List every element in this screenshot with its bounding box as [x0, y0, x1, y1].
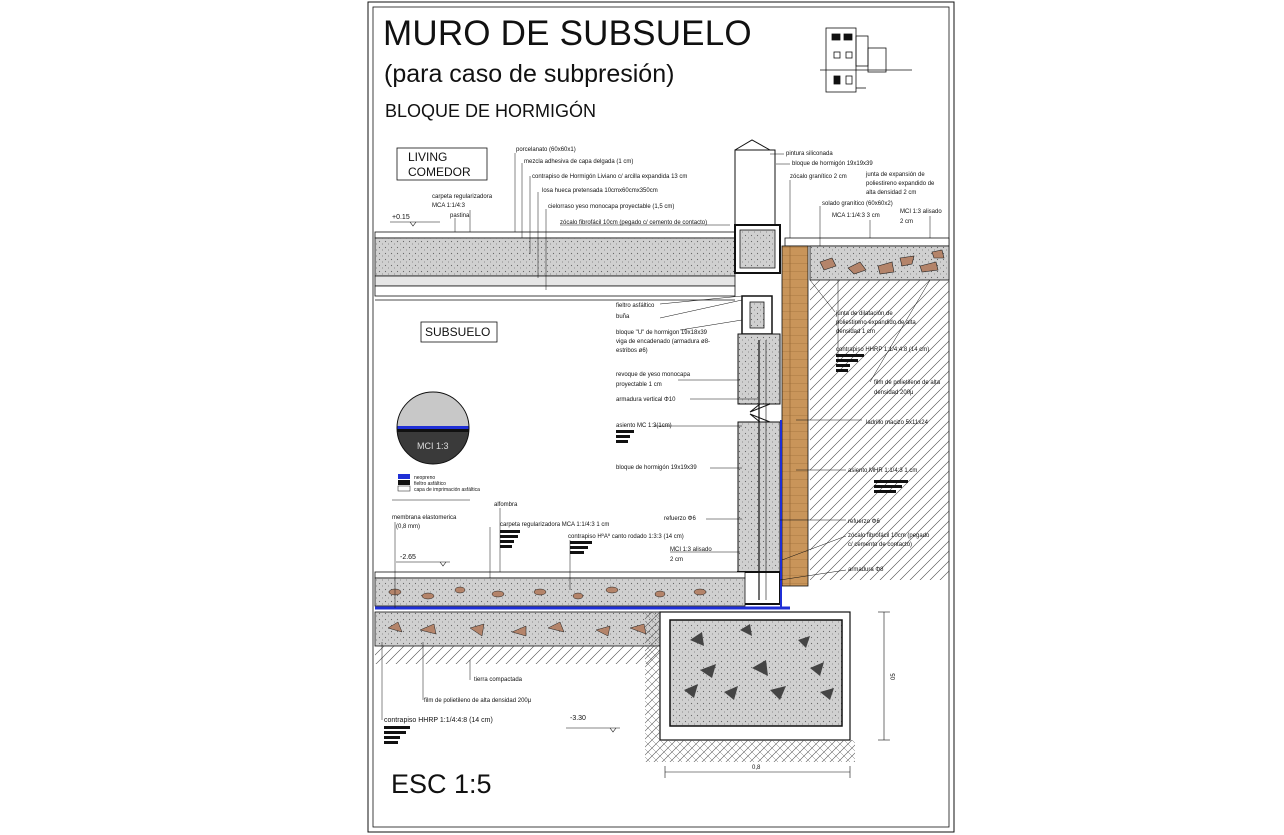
- label-pintura: pintura siliconada: [786, 151, 833, 157]
- label-mca-ext: MCA 1:1/4:3 3 cm: [832, 213, 880, 219]
- label-zocalo: zócalo fibrofácil 10cm (pegado c/ cemento de contacto): [560, 220, 708, 226]
- label-zocalo-fib2: c/ cemento de contacto): [848, 542, 913, 548]
- label-porcelanato: porcelanato (60x60x1): [516, 147, 576, 153]
- label-film-ext: film de polietileno de alta: [874, 380, 941, 386]
- label-tierra: tierra compactada: [474, 677, 523, 683]
- drawing-title: MURO DE SUBSUELO: [383, 14, 752, 53]
- label-refuerzo-right: refuerzo Φ6: [848, 519, 880, 525]
- level-footing: -3.30: [570, 715, 586, 722]
- label-ladrillo: ladrillo macizo 5x11x24: [866, 420, 928, 426]
- label-solado: solado granítico (60x60x2): [822, 201, 893, 207]
- label-junta-exp2: poliestireno expandido de: [866, 181, 935, 187]
- label-fieltro: fieltro asfáltico: [616, 303, 655, 309]
- level-basement: -2.65: [400, 554, 416, 561]
- footing: [645, 612, 855, 762]
- label-contrapiso-liviano: contrapiso de Hormigón Liviano c/ arcilla expandida 13 cm: [532, 174, 688, 180]
- label-contrapiso-hhrp: contrapiso HHRP 1:1/4:4:8 (14 cm): [384, 717, 493, 724]
- label-carpeta: carpeta regularizadora: [432, 194, 493, 200]
- label-zocalo-fib: zócalo fibrofácil 10cm (pegado: [848, 533, 930, 539]
- label-junta-dil2: poliestireno expandido de alta: [836, 320, 916, 326]
- room-label-subsuelo: SUBSUELO: [425, 325, 491, 339]
- footing-height-label: 05: [891, 673, 897, 680]
- legend-imprimacion: capa de imprimación asfáltica: [414, 487, 480, 493]
- label-pastina: pastina: [450, 213, 470, 219]
- label-mezcla: mezcla adhesiva de capa delgada (1 cm): [524, 159, 634, 165]
- label-losa: losa hueca pretensada 10cmx60cmx350cm: [542, 188, 658, 194]
- legend-neopreno: neopreno: [414, 475, 436, 481]
- label-viga: viga de encadenado (armadura ø8-: [616, 339, 711, 345]
- drawing-subtitle: (para caso de subpresión): [384, 60, 675, 88]
- legend-fieltro: fieltro asfáltico: [414, 481, 446, 487]
- drawing-scale: ESC 1:5: [391, 769, 492, 799]
- label-asiento-mhr: asiento MHR 1:1/4:3 1 cm: [848, 468, 918, 474]
- label-mci-ext2: 2 cm: [900, 219, 914, 225]
- label-junta-exp: junta de expansión de: [866, 172, 925, 178]
- label-contrapiso-ext: contrapiso HHRP 1:1/4:4:8 (14 cm): [836, 347, 930, 353]
- label-carpeta-reg2: carpeta regularizadora MCA 1:1/4:3 1 cm: [500, 522, 610, 528]
- label-mci-alisado2: 2 cm: [670, 557, 684, 563]
- label-membrana2: (0,8 mm): [396, 524, 420, 530]
- room-label-living: LIVING: [408, 150, 448, 164]
- label-bloque-ext: bloque de hormigón 19x19x39: [792, 161, 873, 167]
- label-bloque: bloque de hormigón 19x19x39: [616, 465, 697, 471]
- label-alfombra: alfombra: [494, 502, 518, 508]
- label-carpeta-mix: MCA 1:1/4:3: [432, 203, 466, 209]
- label-junta-exp3: alta densidad 2 cm: [866, 190, 917, 196]
- level-top: +0.15: [392, 214, 410, 221]
- label-estribos: estribos ø6): [616, 348, 648, 354]
- label-junta-dil3: densidad 1 cm: [836, 329, 876, 335]
- label-revoque: revoque de yeso monocapa: [616, 372, 691, 378]
- label-film-ext2: densidad 200μ: [874, 390, 914, 396]
- label-asiento: asiento MC 1:3(1cm): [616, 423, 672, 429]
- block-wall: [735, 140, 780, 604]
- label-refuerzo-left: refuerzo Φ6: [664, 516, 696, 522]
- label-revoque2: proyectable 1 cm: [616, 382, 662, 388]
- label-armadura-8: armadura Φ8: [848, 567, 884, 573]
- label-contrapiso-ha: contrapiso HºAº canto rodado 1:3:3 (14 cm): [568, 534, 684, 540]
- room-label-comedor: COMEDOR: [408, 165, 471, 179]
- footing-width-label: 0,8: [752, 765, 761, 771]
- label-junta-dil: junta de dilatación de: [836, 311, 893, 317]
- label-bloque-u: bloque "U" de hormigon 19x18x39: [616, 330, 707, 336]
- label-cielorraso: cielorraso yeso monocapa proyectable (1,5 cm): [548, 204, 675, 210]
- label-membrana: membrana elastomerica: [392, 515, 457, 521]
- label-armadura-vertical: armadura vertical Φ10: [616, 397, 676, 403]
- label-mci-alisado: MCI 1:3 alisado: [670, 547, 712, 553]
- drawing-material: BLOQUE DE HORMIGÓN: [385, 101, 597, 121]
- label-buna: buña: [616, 314, 630, 320]
- label-mci-ext: MCI 1:3 alisado: [900, 209, 942, 215]
- label-film: film de polietileno de alta densidad 200μ: [424, 698, 532, 704]
- label-zocalo-granitico: zócalo granítico 2 cm: [790, 174, 847, 180]
- upper-slab: [375, 232, 735, 300]
- brick-wall: [782, 246, 808, 586]
- detail-mci-label: MCI 1:3: [417, 441, 449, 451]
